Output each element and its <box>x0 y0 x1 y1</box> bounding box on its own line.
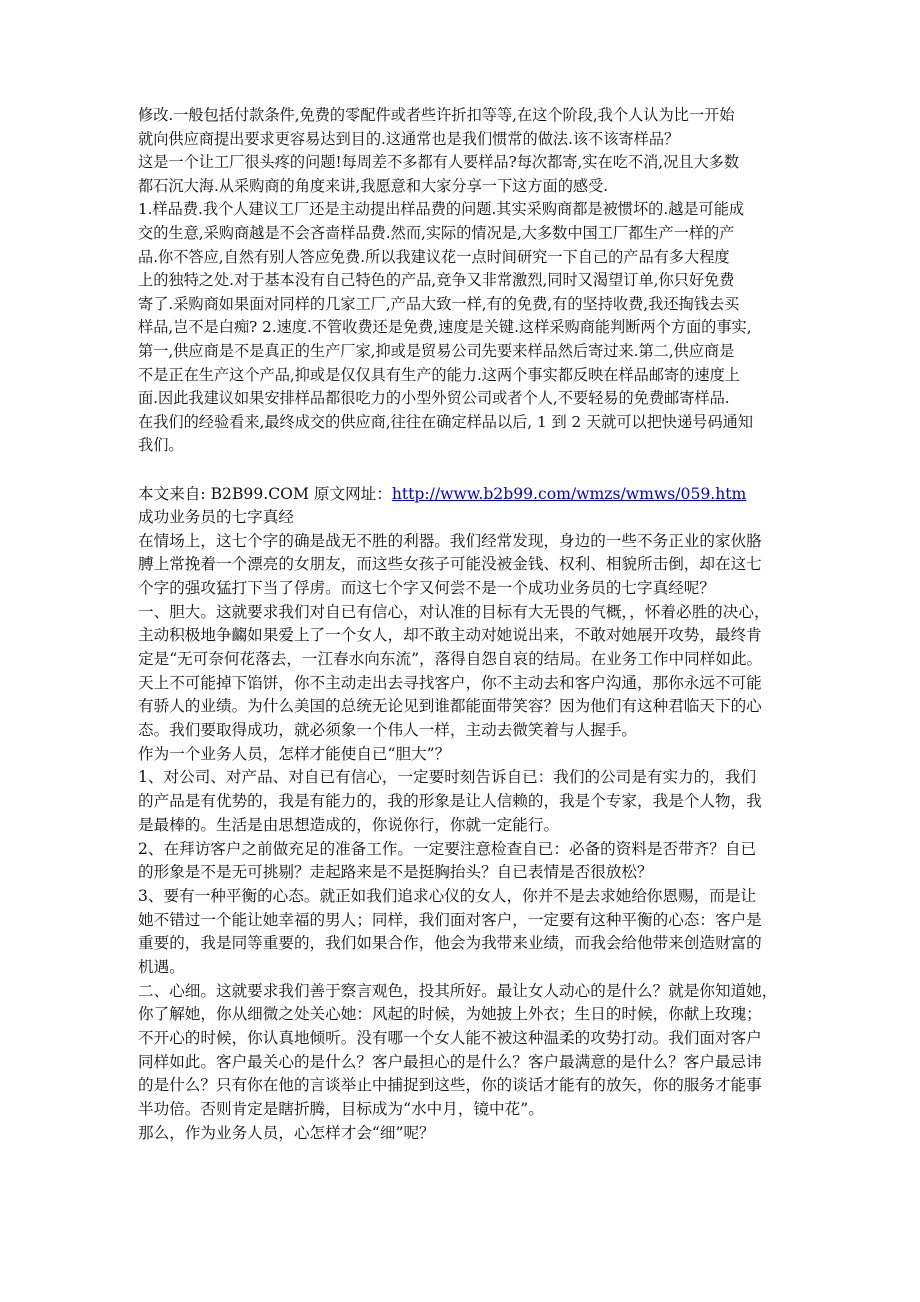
source-url-label: 原文网址： <box>308 484 392 503</box>
paragraph-line: 同样如此。客户最关心的是什么？客户最担心的是什么？客户最满意的是什么？客户最忌讳 <box>138 1052 762 1071</box>
paragraph-line: 有骄人的业绩。为什么美国的总统无论见到谁都能面带笑容？因为他们有这种君临天下的心 <box>138 697 762 716</box>
paragraph-line: 一、胆大。这就要求我们对自已有信心，对认准的目标有大无畏的气概，，怀着必胜的决心， <box>138 602 770 621</box>
paragraph-line: 定是“无可奈何花落去，一江春水向东流”，落得自怨自哀的结局。在业务工作中同样如此。 <box>138 650 763 669</box>
paragraph-line: 膊上常挽着一个漂亮的女朋友，而这些女孩子可能没被金钱、权利、相貌所击倒，却在这七 <box>138 555 762 574</box>
paragraph-line: 天上不可能掉下馅饼，你不主动走出去寻找客户，你不主动去和客户沟通，那你永远不可能 <box>138 673 762 692</box>
paragraph-line: 不开心的时候，你认真地倾听。没有哪一个女人能不被这种温柔的攻势打动。我们面对客户 <box>138 1029 762 1048</box>
paragraph-line: 的产品是有优势的，我是有能力的，我的形象是让人信赖的，我是个专家，我是个人物，我 <box>138 792 762 811</box>
paragraph-line: 3、要有一种平衡的心态。就正如我们追求心仪的女人，你并不是去求她给你恩赐，而是让 <box>138 886 757 905</box>
paragraph-line: 1、对公司、对产品、对自已有信心，一定要时刻告诉自已：我们的公司是有实力的，我们 <box>138 768 757 787</box>
paragraph-line: 交的生意,采购商越是不会吝啬样品费.然而,实际的情况是,大多数中国工厂都生产一样的产 <box>138 223 735 242</box>
paragraph-line: 寄了.采购商如果面对同样的几家工厂,产品大致一样,有的免费,有的坚持收费,我还掏钱去买 <box>138 294 740 313</box>
paragraph-line: 机遇。 <box>138 957 185 976</box>
paragraph-line: 在情场上，这七个字的确是战无不胜的利器。我们经常发现，身边的一些不务正业的家伙胳 <box>138 531 762 550</box>
paragraph-line: 我们。 <box>138 436 184 455</box>
paragraph-line: 半功倍。否则肯定是瞎折腾，目标成为“水中月，镜中花”。 <box>138 1100 544 1119</box>
paragraph-line: 个字的强攻猛打下当了俘虏。而这七个字又何尝不是一个成功业务员的七字真经呢？ <box>138 578 715 597</box>
paragraph-line: 这是一个让工厂很头疼的问题!每周差不多都有人要样品?每次都寄,实在吃不消,况且大多数 <box>138 153 740 172</box>
paragraph-line: 那么，作为业务人员，心怎样才会“细”呢？ <box>138 1123 435 1142</box>
blank-line <box>138 458 784 483</box>
paragraph-line: 是最棒的。生活是由思想造成的，你说你行，你就一定能行。 <box>138 815 560 834</box>
paragraph-line: 2、在拜访客户之前做充足的准备工作。一定要注意检查自已：必备的资料是否带齐？自已 <box>138 839 757 858</box>
article-section-sample-policy <box>138 104 784 458</box>
paragraph-line: 第一,供应商是不是真正的生产厂家,抑或是贸易公司先要来样品然后寄过来.第二,供应商是 <box>138 341 735 360</box>
paragraph-line: 二、心细。这就要求我们善于察言观色，投其所好。最让女人动心的是什么？就是你知道她， <box>138 981 778 1000</box>
document-page <box>138 104 784 1145</box>
source-label: 本文来自: B2B99.COM <box>138 484 309 503</box>
article-section-seven-words <box>138 506 784 1146</box>
paragraph-line: 上的独特之处.对于基本没有自己特色的产品,竞争又非常激烈,同时又渴望订单,你只好免费 <box>138 271 735 290</box>
paragraph-line: 品.你不答应,自然有别人答应免费.所以我建议花一点时间研究一下自己的产品有多大程度 <box>138 247 730 266</box>
paragraph-line: 都石沉大海.从采购商的角度来讲,我愿意和大家分享一下这方面的感受. <box>138 176 609 195</box>
paragraph-line: 重要的，我是同等重要的，我们如果合作，他会为我带来业绩，而我会给他带来创造财富的 <box>138 934 762 953</box>
paragraph-line: 主动积极地争齺如果爱上了一个女人，却不敢主动对她说出来，不敢对她展开攻势，最终肯 <box>138 626 762 645</box>
paragraph-line: 的形象是不是无可挑剔？走起路来是不是挺胸抬头？自已表情是否很放松？ <box>138 863 653 882</box>
paragraph-line: 1.样品费.我个人建议工厂还是主动提出样品费的问题.其实采购商都是被惯坏的.越是可能成 <box>138 200 745 219</box>
paragraph-line: 在我们的经验看来,最终成交的供应商,往往在确定样品以后, 1 到 2 天就可以把快递号码通知 <box>138 412 754 431</box>
source-url-link[interactable]: http://www.b2b99.com/wmzs/wmws/059.htm <box>391 484 747 503</box>
article-title: 成功业务员的七字真经 <box>138 507 294 526</box>
paragraph-line: 她不错过一个能让她幸福的男人；同样，我们面对客户，一定要有这种平衡的心态：客户是 <box>138 910 762 929</box>
paragraph-line: 的是什么？只有你在他的言谈举止中捕捉到这些，你的谈话才能有的放矢，你的服务才能事 <box>138 1076 762 1095</box>
paragraph-line: 就向供应商提出要求更容易达到目的.这通常也是我们惯常的做法.该不该寄样品？ <box>138 129 680 148</box>
paragraph-line: 不是正在生产这个产品,抑或是仅仅具有生产的能力.这两个事实都反映在样品邮寄的速度上 <box>138 365 740 384</box>
paragraph-line: 作为一个业务人员，怎样才能使自已“胆大”？ <box>138 744 451 763</box>
source-attribution <box>138 483 784 506</box>
paragraph-line: 你了解她，你从细微之处关心她：风起的时候，为她披上外衣；生日的时候，你献上玫瑰； <box>138 1005 762 1024</box>
paragraph-line: 修改.一般包括付款条件,免费的零配件或者些许折扣等等,在这个阶段,我个人认为比一开始 <box>138 106 735 124</box>
paragraph-line: 态。我们要取得成功，就必须象一个伟人一样，主动去微笑着与人握手。 <box>138 721 638 740</box>
paragraph-line: 面.因此我建议如果安排样品都很吃力的小型外贸公司或者个人,不要轻易的免费邮寄样品. <box>138 389 730 408</box>
paragraph-line: 样品,岂不是白痴? 2.速度.不管收费还是免费,速度是关键.这样采购商能判断两个方面的事实, <box>138 318 752 337</box>
